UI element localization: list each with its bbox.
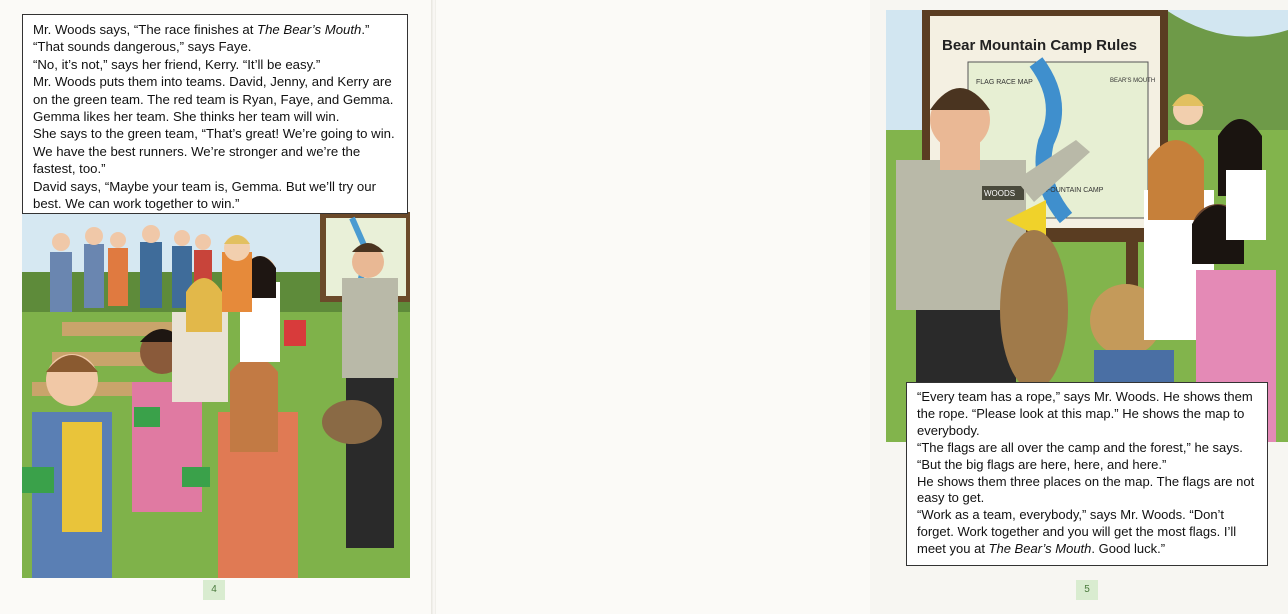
map-label-fountain: FOUNTAIN CAMP — [1046, 187, 1104, 194]
paragraph: He shows them three places on the map. The flags are not easy to get. — [917, 473, 1255, 506]
page-number: 5 — [1076, 580, 1098, 600]
right-page — [436, 0, 1255, 614]
paragraph: “Every team has a rope,” says Mr. Woods. He shows them the rope. “Please look at this map.” He shows the map to everybody. — [917, 389, 1253, 438]
paragraph: “The flags are all over the camp and the forest,” he says. “But the big flags are here, here, and here.” — [917, 439, 1243, 472]
paragraph: David says, “Maybe your team is, Gemma. But we’ll try our best. We can work together to win.” — [33, 178, 376, 212]
story-text-box — [906, 382, 1268, 566]
paragraph: “No, it’s not,” says her friend, Kerry. “It’ll be easy.” — [33, 56, 321, 72]
illustration-campers-team-split — [22, 212, 410, 578]
paragraph: “Work as a team, everybody,” says Mr. Woods. “Don’t forget. Work together and you will get the most flags. I’ll meet you at The Bear’s Mouth. Good luck.” — [917, 507, 1237, 557]
illustration-ranger-map — [886, 10, 1288, 442]
sign-title: Bear Mountain Camp Rules — [942, 37, 1138, 54]
page-number: 4 — [203, 580, 225, 600]
map-label-bear: BEAR'S MOUTH — [1110, 78, 1156, 84]
left-page — [0, 0, 432, 614]
paragraph: Mr. Woods says, “The race finishes at The Bear’s Mouth.” — [33, 22, 370, 37]
paragraph: “That sounds dangerous,” says Faye. — [33, 39, 252, 55]
map-label-start: FLAG RACE MAP — [976, 79, 1033, 86]
name-badge: WOODS — [984, 189, 1016, 198]
story-text-box — [22, 14, 408, 214]
paragraph: Mr. Woods puts them into teams. David, Jenny, and Kerry are on the green team. The red team is Ryan, Faye, and Gemma. Gemma likes her team. She thinks her team will win. — [33, 74, 394, 125]
paragraph: She says to the green team, “That’s great! We’re going to win. We have the best runners. We’re stronger and we’re the fastest, too.” — [33, 126, 395, 177]
